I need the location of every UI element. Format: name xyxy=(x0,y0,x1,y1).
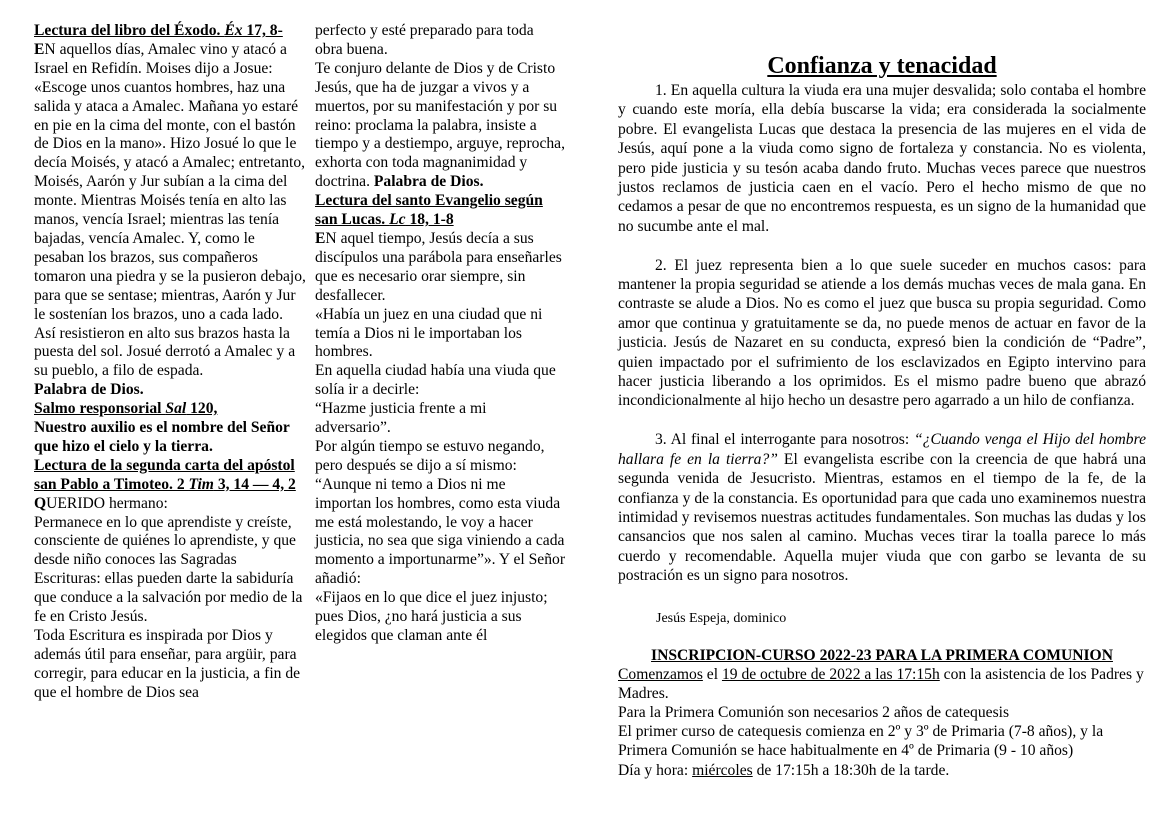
author-signature: Jesús Espeja, dominico xyxy=(656,610,787,626)
drop-letter-e2: E xyxy=(315,229,326,247)
palabra-de-dios-2: Palabra de Dios. xyxy=(373,173,484,191)
inscription-requirement: Para la Primera Comunión son necesarios 2 años de catequesis xyxy=(618,703,1010,721)
timoteo-reading: QUERIDO hermano: Permanece en lo que aprendiste y creíste, consciente de quiénes lo aprendiste, y que desde niño conoces las Sagradas Escrituras: ellas pueden darte la sabiduría que conduce a la salvación por medio de la fe en Cristo Jesús. Toda Escritura es inspirada por Dios y además útil para enseñar, para argüir, para corregir, para educar en la justicia, a fin de que el hombre de Dios sea xyxy=(34,494,303,701)
timoteo-heading: Lectura de la segunda carta del apóstol san Pablo a Timoteo. 2 Tim 3, 14 — 4, 2 xyxy=(34,456,296,493)
drop-letter-e: E xyxy=(34,40,45,58)
inscription-course-info: El primer curso de catequesis comienza en 2º y 3º de Primaria (7-8 años), y la Primera Comunión se hace habitualmente en 4º de Primaria (9 - 10 años) xyxy=(618,723,1104,760)
inscription-start-date: Comenzamos el 19 de octubre de 2022 a las 17:15h con la asistencia de los Padres y Madres. xyxy=(618,665,1144,702)
readings-column-2 xyxy=(315,22,565,646)
evangelio-heading: Lectura del santo Evangelio según san Lucas. Lc 18, 1-8 xyxy=(315,192,543,229)
commentary-paragraph-3: 3. Al final el interrogante para nosotros: “¿Cuando venga el Hijo del hombre hallara fe en la tierra?” El evangelista escribe con la creencia de que habrá una segunda venida de Jesucristo. Mientras, estamos en el tiempo de la fe, de la confianza y de la constancia. Es oportunidad para que cada uno examinemos nuestra intimidad y revisemos nuestras actitudes fundamentales. Son muchas las dudas y los cansancios que nos salen al camino. Muchas veces tirar la toalla parece lo más cuerdo y recomendable. Aquella mujer viuda que con garbo se levanta de su postración es un signo para nosotros. xyxy=(618,431,1147,585)
salmo-heading: Salmo responsorial Sal 120, xyxy=(34,400,218,418)
palabra-de-dios-1: Palabra de Dios. xyxy=(34,381,144,399)
salmo-response: Nuestro auxilio es el nombre del Señor que hizo el cielo y la tierra. xyxy=(34,419,290,455)
commentary-paragraph-1: 1. En aquella cultura la viuda era una mujer desvalida; solo contaba el hombre y cuando este moría, ella debía buscarse la vida; era considerada la socialmente pobre. El evangelista Lucas que destaca la presencia de las mujeres en el vida de Jesús, aquí pone a la viuda como signo de fortaleza y constancia. No es violenta, pero pide justicia y su tesón acaba dando fruto. Muchas veces parece que nuestros justos reclamos de justicia caen en el vacío. Pero el hecho mismo de que no cedamos a pesar de que no encontremos respuesta, es un signo de la humanidad que no sucumbe ante el mal. xyxy=(618,82,1146,235)
inscription-title: INSCRIPCION-CURSO 2022-23 PARA LA PRIMERA COMUNION xyxy=(651,646,1113,664)
commentary-title: Confianza y tenacidad xyxy=(767,53,997,79)
commentary-section xyxy=(618,52,1146,780)
evangelio-reading: EN aquel tiempo, Jesús decía a sus discípulos una parábola para enseñarles que es necesario orar siempre, sin desfallecer. «Había un juez en una ciudad que ni temía a Dios ni le importaban los hombres. En aquella ciudad había una viuda que solía ir a decirle: “Hazme justicia frente a mi adversario”. Por algún tiempo se estuvo negando, pero después se dijo a sí mismo: “Aunque ni temo a Dios ni me importan los hombres, como esta viuda me está molestando, le voy a hacer justicia, no sea que siga viniendo a cada momento a importunarme”». Y el Señor añadió: «Fijaos en lo que dice el juez injusto; pues Dios, ¿no hará justicia a sus elegidos que claman ante él xyxy=(315,229,566,644)
timoteo-reading-cont: perfecto y esté preparado para toda obra buena. Te conjuro delante de Dios y de Cristo Jesús, que ha de juzgar a vivos y a muertos, por su manifestación y por su reino: proclama la palabra, insiste a tiempo y a destiempo, arguye, reprocha, exhorta con toda magnanimidad y doctrina. Palabra de Dios. xyxy=(315,22,565,191)
commentary-paragraph-2: 2. El juez representa bien a lo que suele suceder en muchos casos: para mantener la propia seguridad se atiende a los demás muchas veces de mala gana. En contraste se alude a Dios. No es como el juez que busca su propia seguridad. Como amor que continua y gratuitamente se da, no puede menos de actuar en favor de la justicia. Jesús de Nazaret en su conducta, expresó bien la condición de “Padre”, quien impactado por el sufrimiento de los esclavizados en Egipto intervino para hacer justicia liberando a los oprimidos. Es el mismo padre bueno que abrazó incondicionalmente al hijo hecho un desastre pero agarrado a un hilo de confianza. xyxy=(618,256,1146,410)
exodo-heading: Lectura del libro del Éxodo. Éx 17, 8- xyxy=(34,22,283,39)
drop-letter-q: Q xyxy=(34,494,47,512)
inscription-schedule: Día y hora: miércoles de 17:15h a 18:30h de la tarde. xyxy=(618,761,950,779)
exodo-reading: EN aquellos días, Amalec vino y atacó a Israel en Refidín. Moises dijo a Josue: «Escoge unos cuantos hombres, haz una salida y ataca a Amalec. Mañana yo estaré en pie en la cima del monte, con el bastón de Dios en la mano». Hizo Josué lo que le decía Moisés, y atacó a Amalec; entretanto, Moisés, Aarón y Jur subían a la cima del monte. Mientras Moisés tenía en alto las manos, vencía Israel; mientras las tenía bajadas, vencía Amalec. Y, como le pesaban los brazos, sus compañeros tomaron una piedra y se la pusieron debajo, para que se sentase; mientras, Aarón y Jur le sostenían los brazos, uno a cada lado. Así resistieron en alto sus brazos hasta la puesta del sol. Josué derrotó a Amalec y a su pueblo, a filo de espada. xyxy=(34,40,306,380)
readings-column-1 xyxy=(34,22,306,703)
